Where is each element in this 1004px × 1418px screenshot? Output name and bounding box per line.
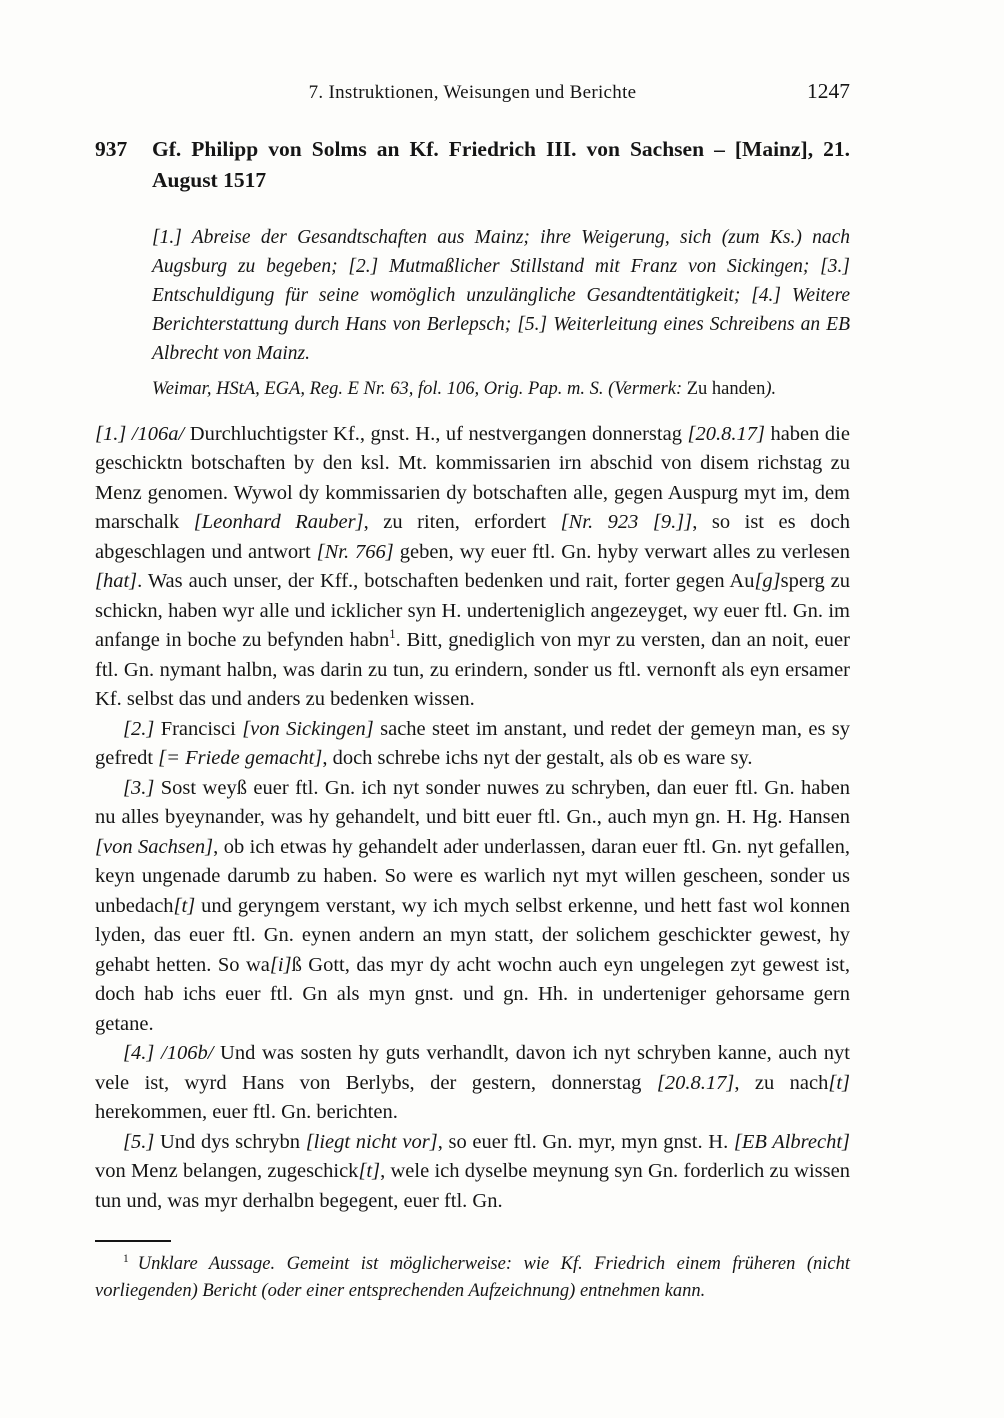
body-text-run: , zu riten, erfordert (363, 511, 561, 533)
editorial-insertion: [2.] (123, 717, 155, 740)
entry-heading: Gf. Philipp von Solms an Kf. Friedrich III. von Sachsen – [Mainz], 21. August 1517 (152, 137, 850, 192)
editorial-insertion: [i] (269, 953, 292, 976)
body-text-run: Francisci (154, 717, 243, 740)
body-paragraph (95, 420, 850, 715)
editorial-insertion: [20.8.17] (687, 422, 765, 445)
body-text-run: , so ist es doch abgeschlagen und antwort (95, 511, 850, 563)
editorial-insertion: [1.] /106a/ (95, 422, 185, 445)
body-text-run: Und was sosten hy guts verhandlt, davon ich nyt schryben kanne, auch nyt vele ist, wyrd Hans von Berlybs, der gestern, donnerstag (95, 1042, 850, 1094)
body-paragraph (95, 715, 850, 774)
chapter-heading: 7. Instruktionen, Weisungen und Berichte (308, 82, 637, 103)
body-paragraph (95, 774, 850, 1040)
body-text-run: Zu handen (686, 379, 766, 399)
body-text-run: , doch schrebe ichs nyt der gestalt, als ob es ware sy. (322, 747, 753, 769)
footnote-text: Unklare Aussage. Gemeint ist möglicherweise: wie Kf. Friedrich einem früheren (nicht vorliegenden) Bericht (oder einer entsprechenden Aufzeichnung) entnehmen kann. (95, 1254, 850, 1301)
entry-number: 937 (95, 137, 128, 161)
archival-reference (152, 377, 850, 403)
body-text-run: . Was auch unser, der Kff., botschaften bedenken und rait, forter gegen Au (137, 570, 755, 592)
body-paragraph (95, 1128, 850, 1217)
body-text-run: und geryngem verstant, wy ich mych selbst erkenne, und hett fast wol konnen lyden, das euer ftl. Gn. eynen andern an myn statt, der solichem geschickter gewest, hy gehabt hetten. So wa (95, 894, 850, 976)
body-text-run: von Menz belangen, zugeschick (95, 1160, 359, 1182)
editorial-insertion: [hat] (95, 570, 138, 592)
editorial-insertion: [Leonhard Rauber] (193, 511, 364, 533)
editorial-insertion: [Nr. 766] (316, 540, 394, 563)
footnote-separator (95, 1240, 171, 1242)
body-text-run: haben die geschicktn botschaften by den ksl. Mt. kommissarien irn abschid von disem richstag zu Menz genomen. Wywol dy kommissarien dy botschaften alle, gegen Auspurg myt im, dem marschalk (95, 422, 850, 533)
editorial-insertion: Weimar, HStA, EGA, Reg. E Nr. 63, fol. 106, Orig. Pap. m. S. (Vermerk: (152, 379, 687, 399)
editorial-insertion: [Nr. 923 [9.]] (560, 511, 693, 533)
editorial-insertion: [t] (173, 894, 196, 917)
body-text-run: sache steet im anstant, und redet der gemeyn man, es sy gefredt (95, 717, 850, 769)
body-text-run: Und dys schrybn (154, 1130, 306, 1153)
editorial-insertion: [von Sickingen] (242, 717, 374, 740)
footnote-marker: 1 (123, 1252, 129, 1265)
editorial-insertion: [von Sachsen] (95, 835, 214, 858)
editorial-insertion: [EB Albrecht] (733, 1130, 850, 1153)
editorial-insertion: [5.] (123, 1130, 155, 1153)
footnote (95, 1251, 850, 1305)
body-text-run: geben, wy euer ftl. Gn. hyby verwart alles zu verlesen (393, 540, 850, 563)
body-text-run: herekommen, euer ftl. Gn. berichten. (95, 1101, 398, 1123)
entry-title (95, 134, 850, 196)
body-text-run: sperg zu schickn, haben wyr alle und icklicher syn H. underteniglich angezeyget, wy euer ftl. Gn. im anfange in boche zu befynden habn (95, 570, 850, 651)
editorial-insertion: [20.8.17] (656, 1071, 735, 1094)
page-number: 1247 (807, 79, 850, 103)
body-text-run: Durchluchtigster Kf., gnst. H., uf nestvergangen donnerstag (184, 422, 688, 445)
document-body (95, 420, 850, 1217)
footnote-reference: 1 (389, 627, 396, 642)
body-text-run: , wele ich dyselbe meynung syn Gn. forderlich zu wissen tun und, was myr derhalbn begegent, euer ftl. Gn. (95, 1160, 850, 1212)
body-text-run: , zu nach (734, 1071, 829, 1094)
editorial-insertion: ). (765, 379, 777, 399)
body-text-run: ß Gott, das myr dy acht wochn auch eyn ungelegen zyt gewest ist, doch hab ichs euer ftl. Gn als myn gnst. und gn. Hh. in underteniger gehorsame gern getane. (95, 953, 850, 1035)
summary-abstract: [1.] Abreise der Gesandtschaften aus Mainz; ihre Weigerung, sich (zum Ks.) nach Augsburg zu begeben; [2.] Mutmaßlicher Stillstand mit Franz von Sickingen; [3.] Entschuldigung für seine womöglich unzulängliche Gesandtentätigkeit; [4.] Weitere Berichterstattung durch Hans von Berlepsch; [5.] Weiterleitung eines Schreibens an EB Albrecht von Mainz. (152, 227, 850, 364)
editorial-insertion: [= Friede gemacht] (158, 747, 323, 769)
body-text-run: , so euer ftl. Gn. myr, myn gnst. H. (437, 1130, 734, 1153)
body-text-run: , ob ich etwas hy gehandelt ader underlassen, daran euer ftl. Gn. nyt gefallen, keyn ungenade darumb zu haben. So were es warlich nyt myt willen gescheen, sonder us unbedach (95, 835, 850, 917)
editorial-insertion: [t] (828, 1071, 850, 1094)
body-text-run: Sost weyß euer ftl. Gn. ich nyt sonder nuwes zu schryben, dan euer ftl. Gn. haben nu alles byeynander, was hy gehandelt, und bitt euer ftl. Gn., auch myn gn. H. Hg. Hansen (95, 776, 850, 828)
running-header (95, 79, 850, 112)
editorial-insertion: [3.] (123, 776, 155, 799)
editorial-insertion: [liegt nicht vor] (305, 1130, 438, 1153)
editorial-insertion: [t] (358, 1160, 381, 1182)
editorial-insertion: [4.] /106b/ (123, 1042, 214, 1064)
editorial-insertion: [g] (754, 570, 781, 592)
body-text-run: . Bitt, gnediglich von myr zu versten, dan an noit, euer ftl. Gn. nymant halbn, was darin zu tun, zu erindern, sonder us ftl. vernonft als eyn ersamer Kf. selbst das und anders zu bedenken wissen. (95, 629, 850, 710)
body-paragraph (95, 1039, 850, 1128)
